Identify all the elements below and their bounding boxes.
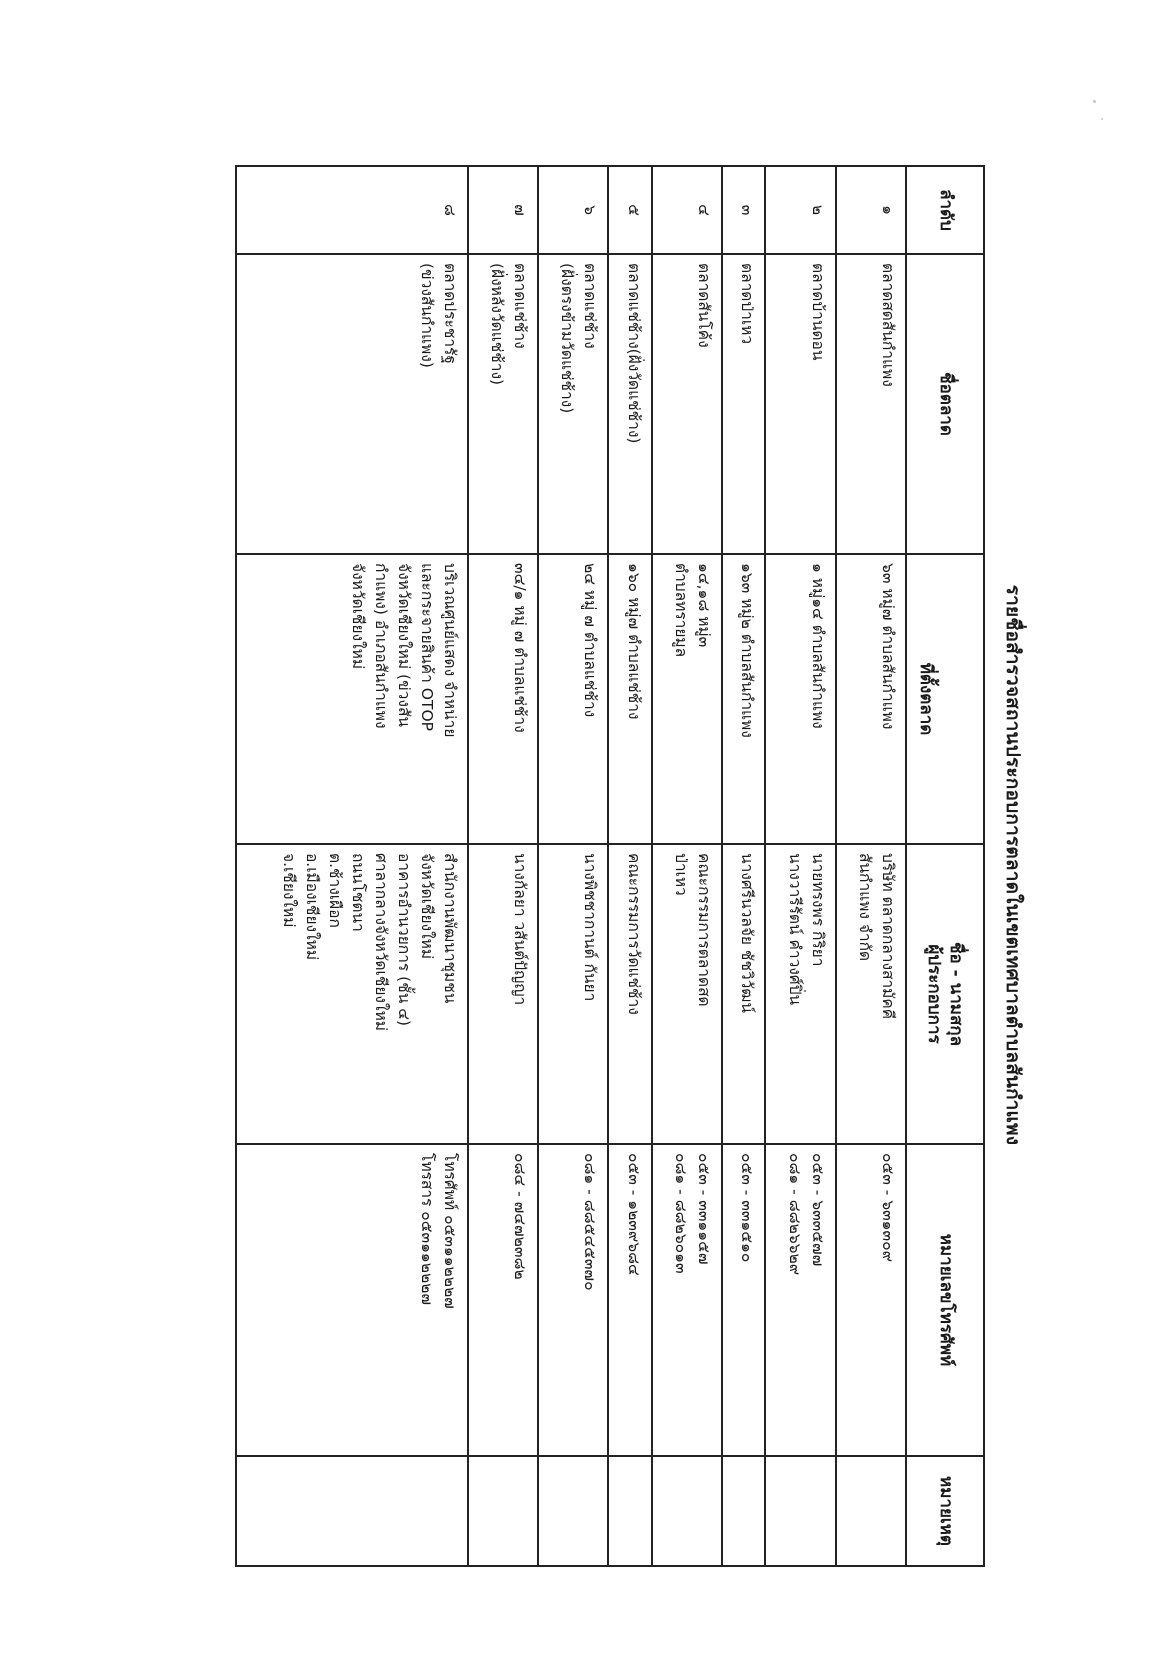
cell-market-name: ตลาดแช่ช้าง(ฝั่งวัดแช่ช้าง) bbox=[608, 254, 651, 554]
cell-market-name: ตลาดสันโค้ง bbox=[652, 254, 722, 554]
phone-number: ๐๘๑ - ๘๘๒๖๐๑๓ bbox=[672, 1153, 691, 1274]
cell-operator: นางกัลยา วสันต์ปัญญา bbox=[468, 844, 538, 1144]
market-survey-table bbox=[235, 165, 985, 1567]
cell-market-name: ตลาดประชารัฐ (ข่วงสันกำแพง) bbox=[236, 254, 468, 554]
header-no: ลำดับ bbox=[906, 166, 984, 254]
cell-address: ๑๔,๑๘ หมู่๓ ตำบลทรายมูล bbox=[652, 554, 722, 844]
cell-address: ๑๖๐ หมู่๗ ตำบลแช่ช้าง bbox=[608, 554, 651, 844]
cell-remark bbox=[836, 1456, 906, 1566]
cell-address: ๑๖๓ หมู่๒ ตำบลสันกำแพง bbox=[722, 554, 765, 844]
phone-number: ๐๘๑ - ๘๘๕๔๕๓๗๐ bbox=[581, 1153, 600, 1291]
phone-number: โทรศัพท์ ๐๕๓๑๑๒๒๒๗ bbox=[440, 1153, 459, 1309]
cell-remark bbox=[538, 1456, 608, 1566]
cell-phone bbox=[652, 1144, 722, 1456]
cell-operator: คณะกรรมการวัดแช่ช้าง bbox=[608, 844, 651, 1144]
phone-number: ๐๘๑ - ๘๘๒๖๖๒๙ bbox=[785, 1153, 804, 1276]
cell-market-name: ตลาดแช่ช้าง (ฝั่งตรงข้ามวัดแช่ช้าง) bbox=[538, 254, 608, 554]
phone-number: ๐๕๓ - ๑๒๓๙๖๘๔ bbox=[624, 1153, 643, 1276]
table-row bbox=[538, 166, 608, 1566]
table-header-row bbox=[906, 166, 984, 1566]
scan-speck bbox=[1093, 100, 1096, 103]
cell-operator: บริษัท ตลาดกลางสามัคคี สันกำแพง จำกัด bbox=[836, 844, 906, 1144]
header-operator bbox=[906, 844, 984, 1144]
cell-operator: สำนักงานพัฒนาชุมชน จังหวัดเชียงใหม่ อาคารอำนวยการ (ชั้น ๔) ศาลากลางจังหวัดเชียงใหม่ ถนนโชตนา ต.ช้างเผือก อ.เมืองเชียงใหม่ จ.เชียงใหม่ bbox=[236, 844, 468, 1144]
cell-remark bbox=[236, 1456, 468, 1566]
header-address: ที่ตั้งตลาด bbox=[906, 554, 984, 844]
header-phone: หมายเลขโทรศัพท์ bbox=[906, 1144, 984, 1456]
cell-no: ๘ bbox=[236, 166, 468, 254]
cell-market-name: ตลาดป่าเหว bbox=[722, 254, 765, 554]
table-row bbox=[765, 166, 835, 1566]
cell-phone bbox=[722, 1144, 765, 1456]
table-row bbox=[836, 166, 906, 1566]
phone-number: ๐๕๓ - ๖๓๑๓๐๙ bbox=[879, 1153, 897, 1262]
header-market-name: ชื่อตลาด bbox=[906, 254, 984, 554]
cell-address: บริเวณศูนย์แสดง จำหน่าย และกระจายสินค้า OTOP จังหวัดเชียงใหม่ (ข่วงสัน กำแพง) อำเภอสันกำแพง จังหวัดเชียงใหม่ bbox=[236, 554, 468, 844]
cell-remark bbox=[722, 1456, 765, 1566]
cell-phone bbox=[765, 1144, 835, 1456]
cell-phone bbox=[538, 1144, 608, 1456]
cell-address: ๒๔ หมู่ ๗ ตำบลแช่ช้าง bbox=[538, 554, 608, 844]
cell-phone bbox=[468, 1144, 538, 1456]
cell-operator: นางพิชชากานต์ กันยา bbox=[538, 844, 608, 1144]
cell-address: ๖๓ หมู่๗ ตำบลสันกำแพง bbox=[836, 554, 906, 844]
header-remark: หมายเหตุ bbox=[906, 1456, 984, 1566]
cell-address: ๑ หมู่๑๔ ตำบลสันกำแพง bbox=[765, 554, 835, 844]
cell-remark bbox=[608, 1456, 651, 1566]
phone-number: ๐๘๔ - ๗๔๗๒๓๘๒ bbox=[511, 1153, 530, 1280]
phone-number: ๐๕๓ - ๓๓๑๑๕๗ bbox=[695, 1153, 714, 1265]
cell-remark bbox=[652, 1456, 722, 1566]
cell-operator: นายทรงพร กิริยา นางวารีรัตน์ คำวงศ์ปิ่น bbox=[765, 844, 835, 1144]
cell-phone bbox=[608, 1144, 651, 1456]
table-row bbox=[722, 166, 765, 1566]
table-row bbox=[652, 166, 722, 1566]
header-operator-line1: ชื่อ - นามสกุล bbox=[946, 941, 967, 1047]
table-body bbox=[236, 166, 906, 1566]
cell-no: ๔ bbox=[652, 166, 722, 254]
cell-no: ๒ bbox=[765, 166, 835, 254]
phone-number: โทรสาร ๐๕๓๑๑๒๒๒๗ bbox=[417, 1153, 436, 1306]
document-title: รายชื่อสำรวจสถานประกอบการตลาดในเขตเทศบาลตำบลสันกำแพง bbox=[1002, 584, 1024, 1146]
phone-number: ๐๕๓ - ๖๓๓๕๗๗ bbox=[808, 1153, 827, 1267]
cell-no: ๓ bbox=[722, 166, 765, 254]
rotated-page-content bbox=[235, 165, 1035, 1565]
cell-no: ๖ bbox=[538, 166, 608, 254]
phone-number: ๐๕๓ - ๓๓๑๕๑๐ bbox=[738, 1153, 757, 1263]
header-operator-line2: ผู้ประกอบการ bbox=[924, 944, 944, 1044]
cell-no: ๑ bbox=[836, 166, 906, 254]
cell-operator: นางศรีนวลจัย ชัชวิวัฒน์ bbox=[722, 844, 765, 1144]
cell-remark bbox=[765, 1456, 835, 1566]
cell-market-name: ตลาดบ้านดอน bbox=[765, 254, 835, 554]
table-row bbox=[608, 166, 651, 1566]
cell-no: ๗ bbox=[468, 166, 538, 254]
table-row bbox=[468, 166, 538, 1566]
cell-remark bbox=[468, 1456, 538, 1566]
cell-market-name: ตลาดแช่ช้าง (ฝั่งหลังวัดแช่ช้าง) bbox=[468, 254, 538, 554]
cell-phone bbox=[836, 1144, 906, 1456]
cell-phone bbox=[236, 1144, 468, 1456]
table-row bbox=[236, 166, 468, 1566]
cell-operator: คณะกรรมการตลาดสด ป่าเหว bbox=[652, 844, 722, 1144]
cell-address: ๓๔/๑ หมู่ ๗ ตำบลแช่ช้าง bbox=[468, 554, 538, 844]
cell-market-name: ตลาดสดสันกำแพง bbox=[836, 254, 906, 554]
scan-speck bbox=[1101, 118, 1103, 120]
cell-no: ๕ bbox=[608, 166, 651, 254]
